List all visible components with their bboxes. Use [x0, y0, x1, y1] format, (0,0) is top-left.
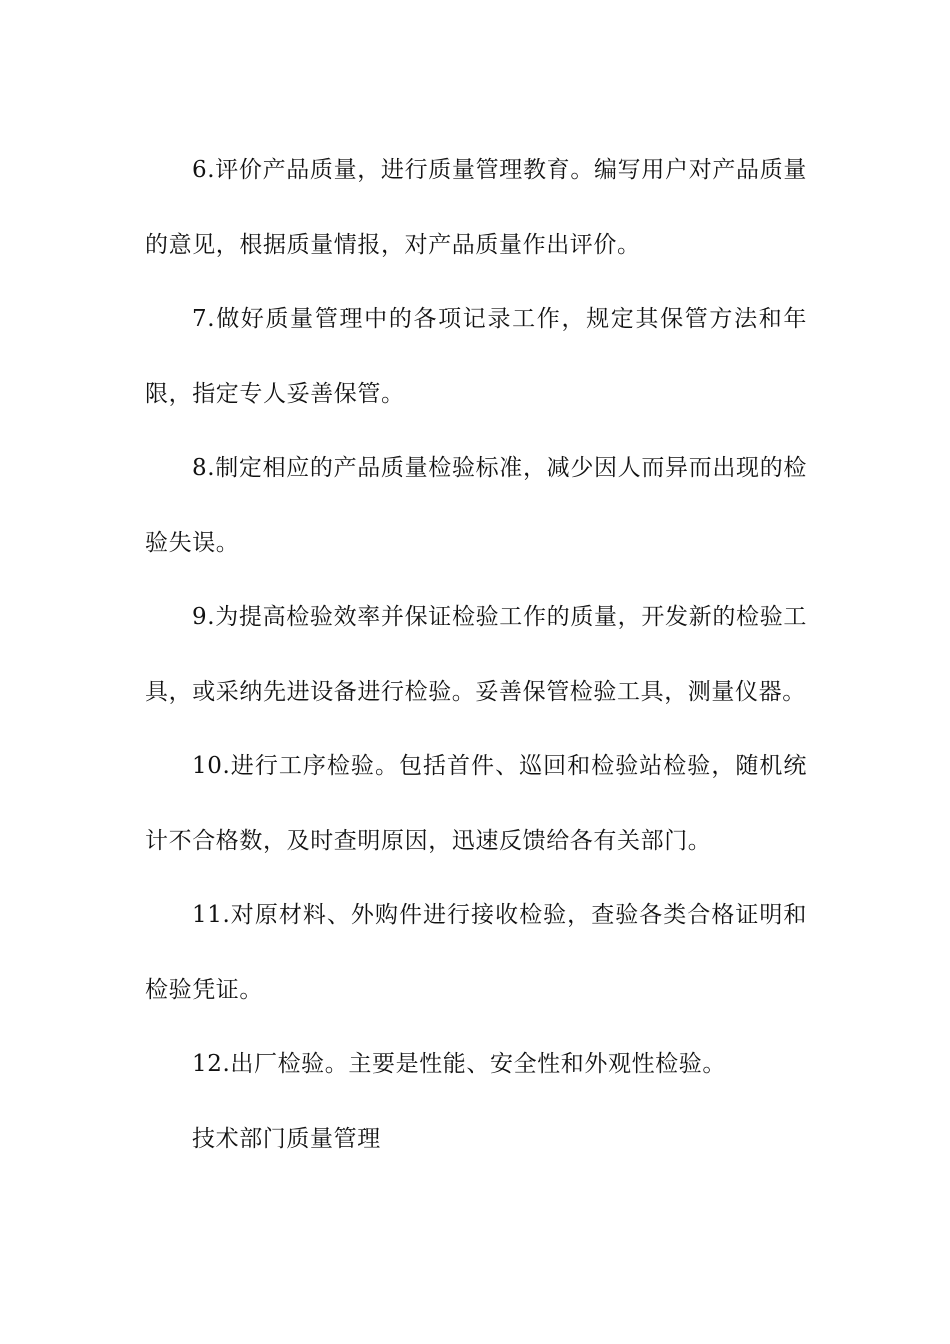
paragraph-item-7: 7.做好质量管理中的各项记录工作，规定其保管方法和年限，指定专人妥善保管。	[145, 306, 807, 407]
paragraph-item-8: 8.制定相应的产品质量检验标准，减少因人而异而出现的检验失误。	[145, 455, 807, 556]
paragraph-item-12: 12.出厂检验。主要是性能、安全性和外观性检验。	[192, 1051, 726, 1077]
document-body	[145, 133, 807, 1176]
section-heading: 技术部门质量管理	[192, 1125, 381, 1152]
paragraph-item-6: 6.评价产品质量，进行质量管理教育。编写用户对产品质量的意见，根据质量情报，对产品质量作出评价。	[145, 157, 807, 258]
paragraph-item-9: 9.为提高检验效率并保证检验工作的质量，开发新的检验工具，或采纳先进设备进行检验。妥善保管检验工具，测量仪器。	[145, 604, 807, 705]
paragraph-item-10: 10.进行工序检验。包括首件、巡回和检验站检验，随机统计不合格数，及时查明原因，迅速反馈给各有关部门。	[145, 753, 807, 854]
paragraph-item-11: 11.对原材料、外购件进行接收检验，查验各类合格证明和检验凭证。	[145, 902, 807, 1003]
